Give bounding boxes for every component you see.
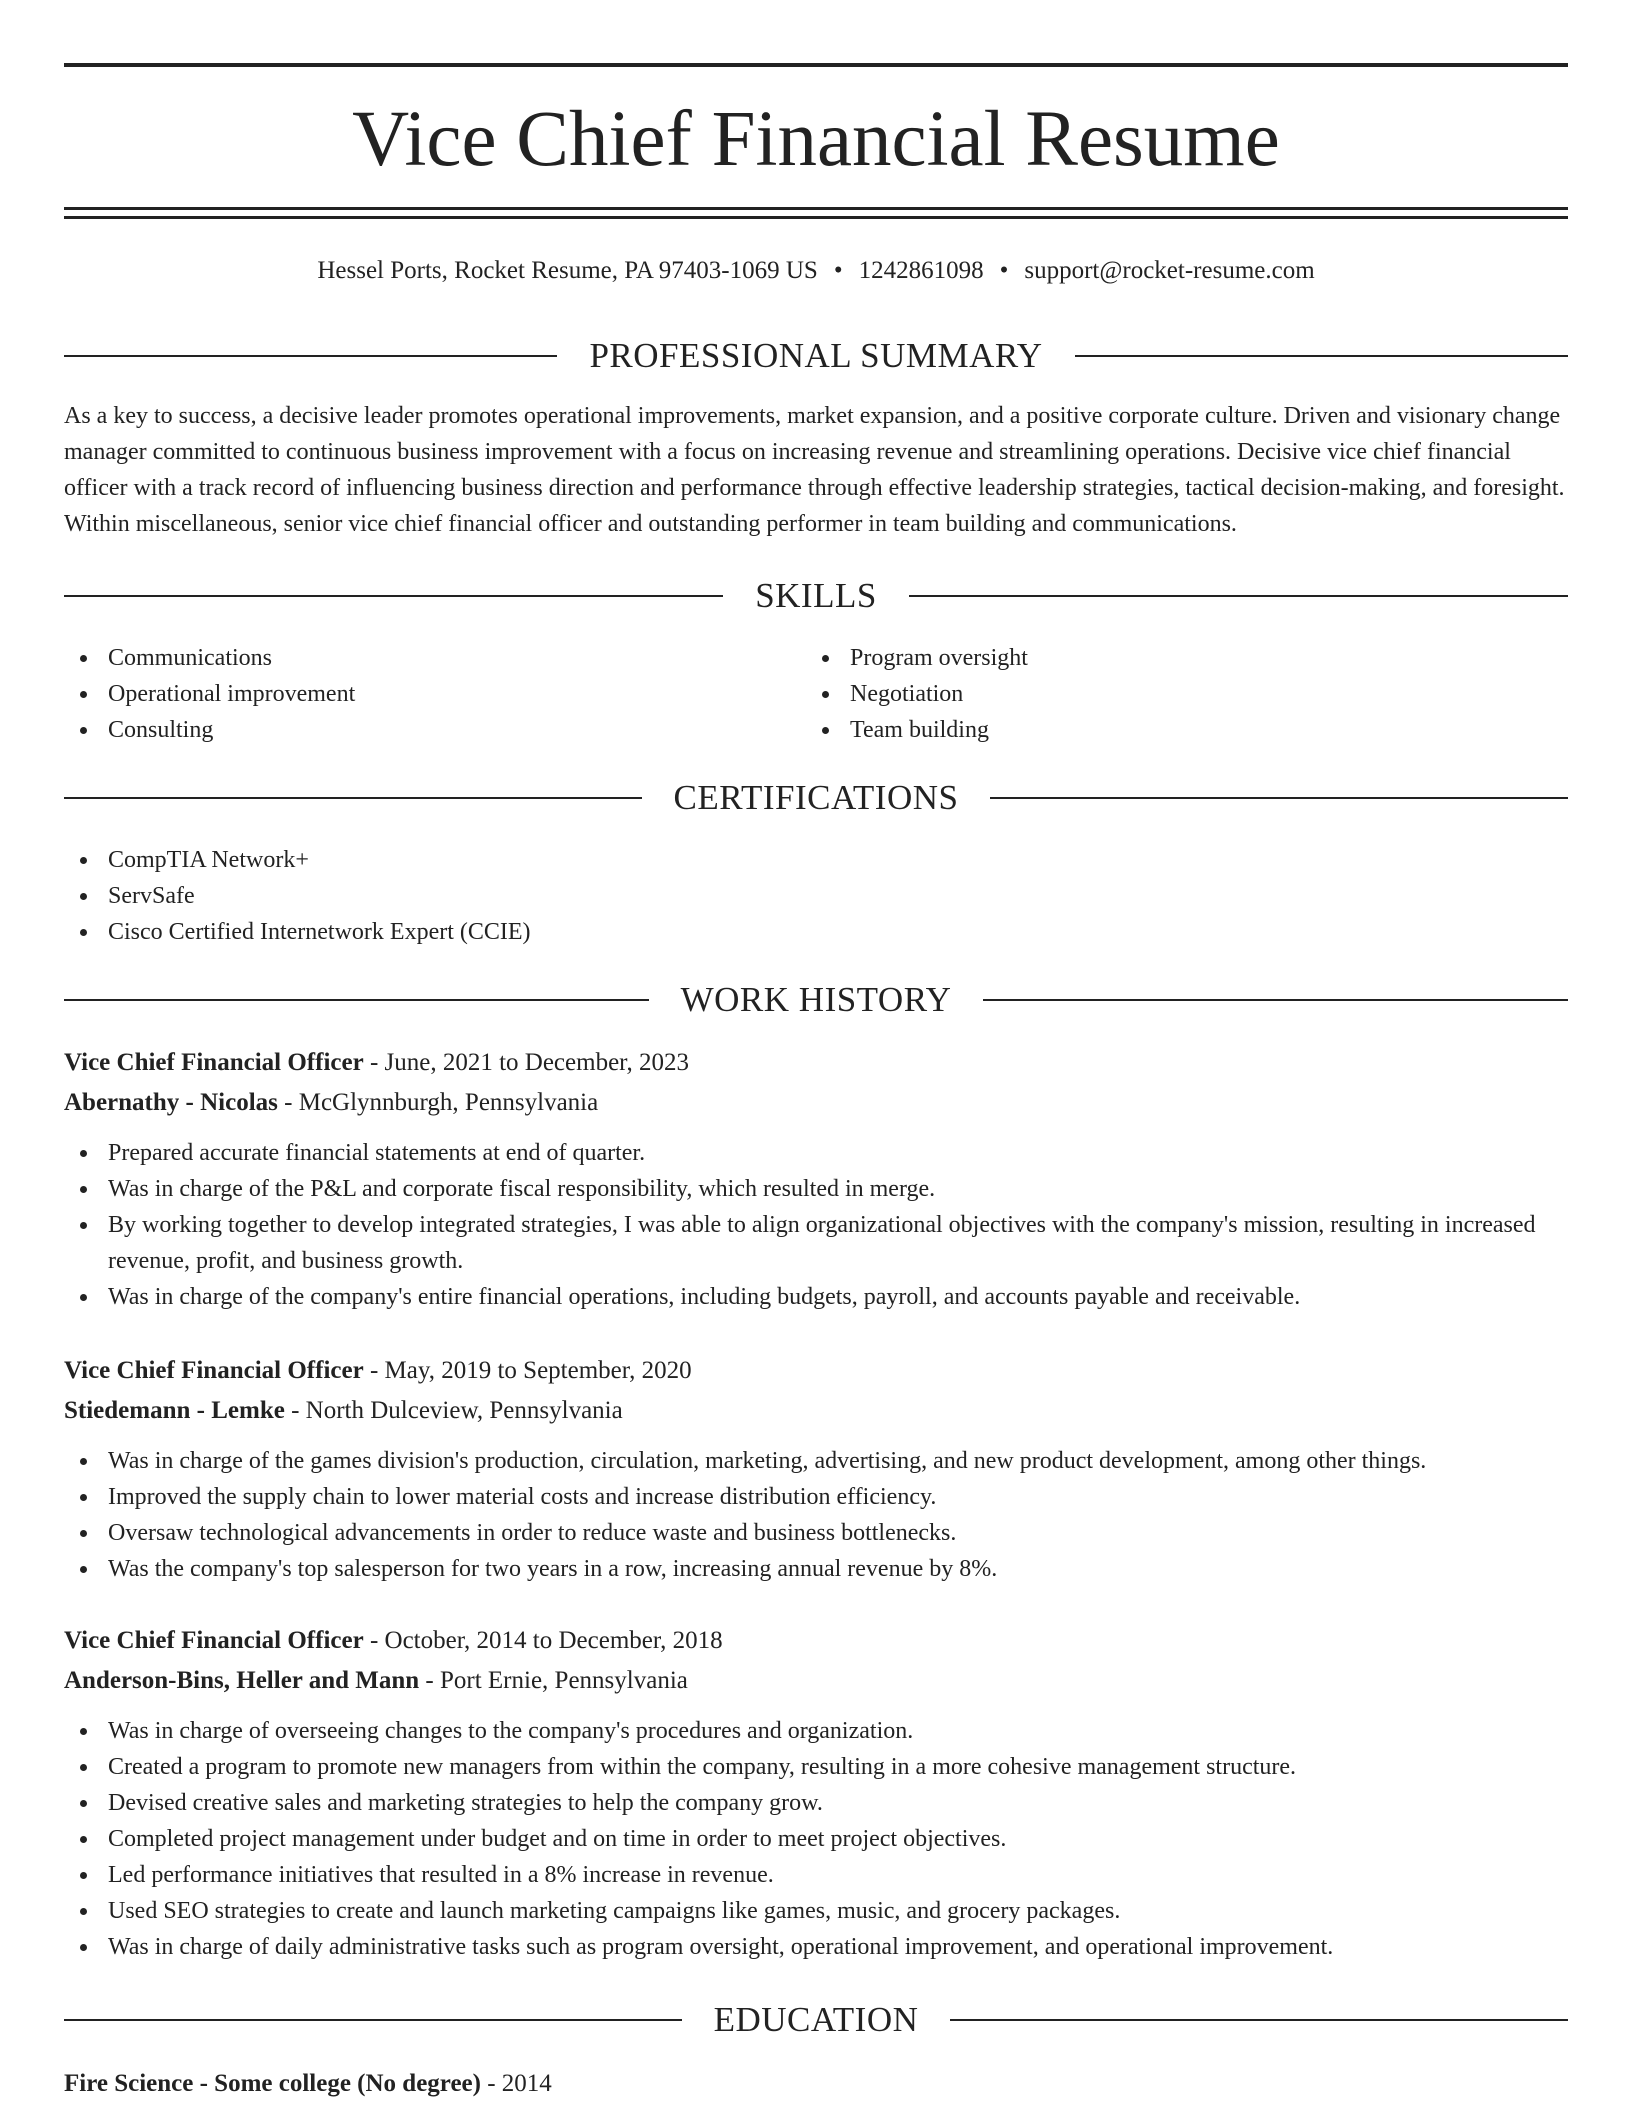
divider (909, 595, 1568, 597)
job-bullet: Prepared accurate financial statements at end of quarter. (64, 1135, 1568, 1171)
job-bullet: Created a program to promote new managers from within the company, resulting in a more cohesive management structure. (64, 1749, 1568, 1785)
contact-separator: • (833, 257, 843, 284)
job-entry (64, 1621, 1568, 1965)
skill-item: Program oversight (806, 640, 1506, 676)
section-title: CERTIFICATIONS (673, 778, 959, 817)
contact-address: Hessel Ports, Rocket Resume, PA 97403-1069 US (317, 257, 818, 284)
section-header-work (64, 978, 1568, 1022)
job-title: Vice Chief Financial Officer (64, 1627, 364, 1654)
job-title: Vice Chief Financial Officer (64, 1049, 364, 1076)
top-rule (64, 63, 1568, 67)
job-bullet: Oversaw technological advancements in order to reduce waste and business bottlenecks. (64, 1515, 1568, 1551)
job-bullet: Was in charge of overseeing changes to the company's procedures and organization. (64, 1713, 1568, 1749)
job-company-line (64, 1661, 1568, 1701)
job-bullets (64, 1443, 1568, 1587)
education-year: - 2014 (480, 2070, 552, 2097)
job-title-line (64, 1043, 1568, 1083)
job-dates: - June, 2021 to December, 2023 (363, 1049, 689, 1076)
job-bullets (64, 1135, 1568, 1315)
section-header-summary (64, 334, 1568, 378)
contact-email: support@rocket-resume.com (1024, 257, 1315, 284)
section-title: SKILLS (755, 576, 877, 615)
job-bullet: Was the company's top salesperson for two years in a row, increasing annual revenue by 8%. (64, 1551, 1568, 1587)
job-dates: - October, 2014 to December, 2018 (363, 1627, 723, 1654)
divider (64, 999, 649, 1001)
section-title: WORK HISTORY (680, 980, 952, 1019)
divider (64, 797, 642, 799)
job-location: - McGlynnburgh, Pennsylvania (277, 1089, 599, 1116)
job-bullet: Was in charge of the games division's production, circulation, marketing, advertising, and new product development, among other things. (64, 1443, 1568, 1479)
contact-phone: 1242861098 (858, 257, 984, 284)
title-rule-upper (64, 207, 1568, 210)
contact-separator: • (999, 257, 1009, 284)
certification-item: Cisco Certified Internetwork Expert (CCIE) (64, 914, 1568, 950)
job-dates: - May, 2019 to September, 2020 (363, 1357, 692, 1384)
education-entry (64, 2064, 1568, 2104)
skills-list-right (806, 640, 1506, 748)
job-company-line (64, 1083, 1568, 1123)
divider (950, 2019, 1568, 2021)
skill-item: Team building (806, 712, 1506, 748)
job-title-line (64, 1621, 1568, 1661)
job-bullet: Was in charge of the company's entire financial operations, including budgets, payroll, and accounts payable and receivable. (64, 1279, 1568, 1315)
job-bullet: Used SEO strategies to create and launch marketing campaigns like games, music, and grocery packages. (64, 1893, 1568, 1929)
job-bullet: Led performance initiatives that resulted in a 8% increase in revenue. (64, 1857, 1568, 1893)
job-bullet: Completed project management under budget and on time in order to meet project objectives. (64, 1821, 1568, 1857)
certification-item: CompTIA Network+ (64, 842, 1568, 878)
divider (990, 797, 1568, 799)
resume-title: Vice Chief Financial Resume (352, 96, 1280, 183)
skill-item: Negotiation (806, 676, 1506, 712)
divider (1075, 355, 1568, 357)
section-header-certifications (64, 776, 1568, 820)
contact-line (64, 254, 1568, 288)
summary-text: As a key to success, a decisive leader promotes operational improvements, market expansion, and a positive corporate culture. Driven and visionary change manager committed to continuous business improvement with a focus on increasing revenue and streamlining operations. Decisive vice chief financial officer with a track record of influencing business direction and performance through effective leadership strategies, tactical decision-making, and foresight. Within miscellaneous, senior vice chief financial officer and outstanding performer in team building and communications. (64, 403, 1565, 537)
job-company-line (64, 1391, 1568, 1431)
title-rule-lower (64, 216, 1568, 219)
job-bullet: By working together to develop integrated strategies, I was able to align organizational objectives with the company's mission, resulting in increased revenue, profit, and business growth. (64, 1207, 1568, 1279)
job-bullet: Improved the supply chain to lower material costs and increase distribution efficiency. (64, 1479, 1568, 1515)
section-header-education (64, 1998, 1568, 2042)
job-title: Vice Chief Financial Officer (64, 1357, 364, 1384)
job-bullets (64, 1713, 1568, 1965)
education-degree: Fire Science - Some college (No degree) (64, 2070, 481, 2097)
divider (983, 999, 1568, 1001)
job-entry (64, 1043, 1568, 1315)
job-company: Stiedemann - Lemke (64, 1397, 285, 1424)
skills-list-left (64, 640, 764, 748)
skill-item: Communications (64, 640, 764, 676)
section-title: EDUCATION (713, 2000, 919, 2039)
job-bullet: Was in charge of daily administrative tasks such as program oversight, operational improvement, and operational improvement. (64, 1929, 1568, 1965)
job-location: - Port Ernie, Pennsylvania (419, 1667, 688, 1694)
job-company: Abernathy - Nicolas (64, 1089, 278, 1116)
divider (64, 2019, 682, 2021)
job-bullet: Devised creative sales and marketing strategies to help the company grow. (64, 1785, 1568, 1821)
skill-item: Consulting (64, 712, 764, 748)
job-title-line (64, 1351, 1568, 1391)
divider (64, 595, 723, 597)
job-bullet: Was in charge of the P&L and corporate fiscal responsibility, which resulted in merge. (64, 1171, 1568, 1207)
job-company: Anderson-Bins, Heller and Mann (64, 1667, 420, 1694)
job-location: - North Dulceview, Pennsylvania (284, 1397, 623, 1424)
certification-item: ServSafe (64, 878, 1568, 914)
section-title: PROFESSIONAL SUMMARY (589, 336, 1043, 375)
skill-item: Operational improvement (64, 676, 764, 712)
certifications-list (64, 842, 1568, 950)
section-header-skills (64, 574, 1568, 618)
job-entry (64, 1351, 1568, 1587)
divider (64, 355, 557, 357)
